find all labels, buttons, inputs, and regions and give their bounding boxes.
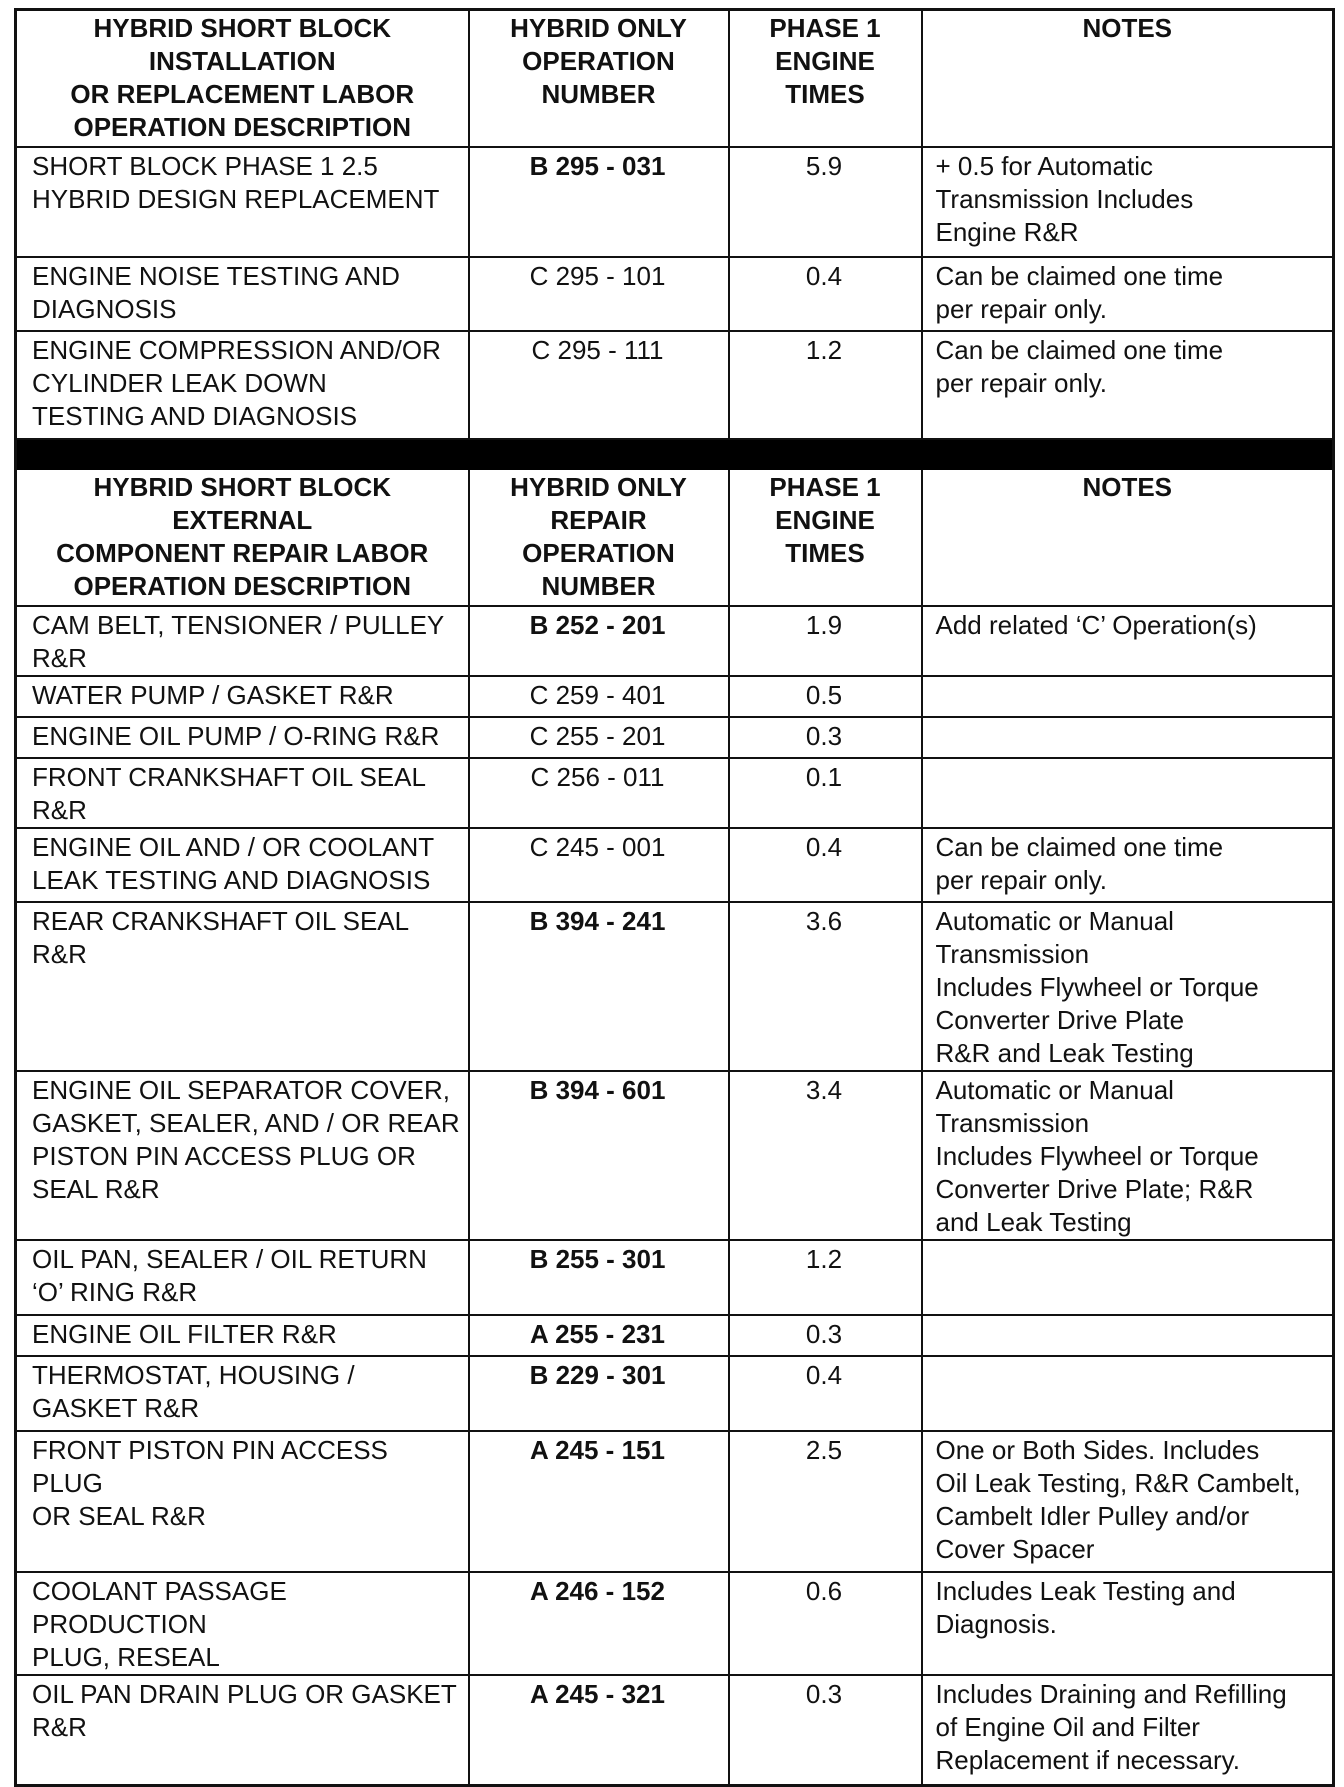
row-engine-time: 0.6 [729, 1572, 922, 1675]
row-engine-time: 2.5 [729, 1431, 922, 1572]
row-engine-time: 0.3 [729, 717, 922, 758]
row-description: COOLANT PASSAGE PRODUCTION PLUG, RESEAL [16, 1572, 469, 1675]
row-engine-time: 3.4 [729, 1071, 922, 1240]
row-notes [922, 676, 1334, 717]
row-notes: Includes Draining and Refilling of Engine Oil and Filter Replacement if necessary. [922, 1675, 1334, 1785]
section2-header-row [16, 469, 1334, 606]
table-row [16, 717, 1334, 758]
row-notes [922, 717, 1334, 758]
row-notes: Can be claimed one time per repair only. [922, 331, 1334, 439]
row-operation-number: C 295 - 101 [469, 257, 729, 331]
table-row [16, 1071, 1334, 1240]
row-description: CAM BELT, TENSIONER / PULLEY R&R [16, 606, 469, 676]
table-row [16, 147, 1334, 257]
row-engine-time: 0.5 [729, 676, 922, 717]
row-notes: Can be claimed one time per repair only. [922, 828, 1334, 902]
row-notes: Can be claimed one time per repair only. [922, 257, 1334, 331]
table-row [16, 1431, 1334, 1572]
row-operation-number: B 394 - 241 [469, 902, 729, 1071]
row-description: ENGINE NOISE TESTING AND DIAGNOSIS [16, 257, 469, 331]
row-operation-number: C 256 - 011 [469, 758, 729, 828]
row-engine-time: 0.3 [729, 1315, 922, 1356]
row-description: REAR CRANKSHAFT OIL SEAL R&R [16, 902, 469, 1071]
row-operation-number: C 255 - 201 [469, 717, 729, 758]
row-engine-time: 0.1 [729, 758, 922, 828]
row-notes [922, 1315, 1334, 1356]
row-description: SHORT BLOCK PHASE 1 2.5 HYBRID DESIGN REPLACEMENT [16, 147, 469, 257]
row-description: ENGINE OIL PUMP / O-RING R&R [16, 717, 469, 758]
row-operation-number: C 259 - 401 [469, 676, 729, 717]
row-notes [922, 1356, 1334, 1431]
section2-header-description: HYBRID SHORT BLOCK EXTERNAL COMPONENT REPAIR LABOR OPERATION DESCRIPTION [16, 469, 469, 606]
row-operation-number: B 295 - 031 [469, 147, 729, 257]
row-notes: Add related ‘C’ Operation(s) [922, 606, 1334, 676]
row-description: OIL PAN DRAIN PLUG OR GASKET R&R [16, 1675, 469, 1785]
row-description: FRONT CRANKSHAFT OIL SEAL R&R [16, 758, 469, 828]
row-description: ENGINE COMPRESSION AND/OR CYLINDER LEAK DOWN TESTING AND DIAGNOSIS [16, 331, 469, 439]
section-divider-bar [16, 439, 1334, 469]
section1-header-notes: NOTES [922, 10, 1334, 148]
row-operation-number: B 252 - 201 [469, 606, 729, 676]
row-operation-number: C 295 - 111 [469, 331, 729, 439]
table-row [16, 676, 1334, 717]
row-description: FRONT PISTON PIN ACCESS PLUG OR SEAL R&R [16, 1431, 469, 1572]
table-row [16, 257, 1334, 331]
row-description: ENGINE OIL FILTER R&R [16, 1315, 469, 1356]
row-engine-time: 0.4 [729, 1356, 922, 1431]
row-description: WATER PUMP / GASKET R&R [16, 676, 469, 717]
row-operation-number: A 245 - 321 [469, 1675, 729, 1785]
row-engine-time: 1.2 [729, 331, 922, 439]
section1-header-row [16, 10, 1334, 148]
row-operation-number: B 394 - 601 [469, 1071, 729, 1240]
section1-header-engine-times: PHASE 1 ENGINE TIMES [729, 10, 922, 148]
row-engine-time: 0.4 [729, 828, 922, 902]
row-operation-number: A 255 - 231 [469, 1315, 729, 1356]
table-row [16, 758, 1334, 828]
table-row [16, 1356, 1334, 1431]
table-row [16, 828, 1334, 902]
row-engine-time: 1.9 [729, 606, 922, 676]
row-notes: Automatic or Manual Transmission Includes Flywheel or Torque Converter Drive Plate; R&R and Leak Testing [922, 1071, 1334, 1240]
row-engine-time: 5.9 [729, 147, 922, 257]
row-notes [922, 1240, 1334, 1315]
row-notes: + 0.5 for Automatic Transmission Includes Engine R&R [922, 147, 1334, 257]
table-row [16, 1240, 1334, 1315]
row-engine-time: 3.6 [729, 902, 922, 1071]
table-row [16, 902, 1334, 1071]
section1-header-operation-number: HYBRID ONLY OPERATION NUMBER [469, 10, 729, 148]
row-notes: Includes Leak Testing and Diagnosis. [922, 1572, 1334, 1675]
row-notes [922, 758, 1334, 828]
labor-operations-document [14, 8, 1332, 1787]
row-notes: One or Both Sides. Includes Oil Leak Testing, R&R Cambelt, Cambelt Idler Pulley and/or Cover Spacer [922, 1431, 1334, 1572]
table-row [16, 331, 1334, 439]
row-engine-time: 0.4 [729, 257, 922, 331]
row-description: ENGINE OIL SEPARATOR COVER, GASKET, SEALER, AND / OR REAR PISTON PIN ACCESS PLUG OR SEAL R&R [16, 1071, 469, 1240]
table-row [16, 1675, 1334, 1785]
row-engine-time: 1.2 [729, 1240, 922, 1315]
row-operation-number: B 229 - 301 [469, 1356, 729, 1431]
row-operation-number: A 246 - 152 [469, 1572, 729, 1675]
row-description: ENGINE OIL AND / OR COOLANT LEAK TESTING AND DIAGNOSIS [16, 828, 469, 902]
row-operation-number: A 245 - 151 [469, 1431, 729, 1572]
row-operation-number: B 255 - 301 [469, 1240, 729, 1315]
section2-header-notes: NOTES [922, 469, 1334, 606]
table-row [16, 1315, 1334, 1356]
row-engine-time: 0.3 [729, 1675, 922, 1785]
section1-header-description: HYBRID SHORT BLOCK INSTALLATION OR REPLACEMENT LABOR OPERATION DESCRIPTION [16, 10, 469, 148]
table-row [16, 1572, 1334, 1675]
row-operation-number: C 245 - 001 [469, 828, 729, 902]
labor-operations-table [14, 8, 1335, 1787]
row-notes: Automatic or Manual Transmission Includes Flywheel or Torque Converter Drive Plate R&R and Leak Testing [922, 902, 1334, 1071]
row-description: THERMOSTAT, HOUSING / GASKET R&R [16, 1356, 469, 1431]
section2-header-operation-number: HYBRID ONLY REPAIR OPERATION NUMBER [469, 469, 729, 606]
table-row [16, 606, 1334, 676]
row-description: OIL PAN, SEALER / OIL RETURN ‘O’ RING R&R [16, 1240, 469, 1315]
section2-header-engine-times: PHASE 1 ENGINE TIMES [729, 469, 922, 606]
